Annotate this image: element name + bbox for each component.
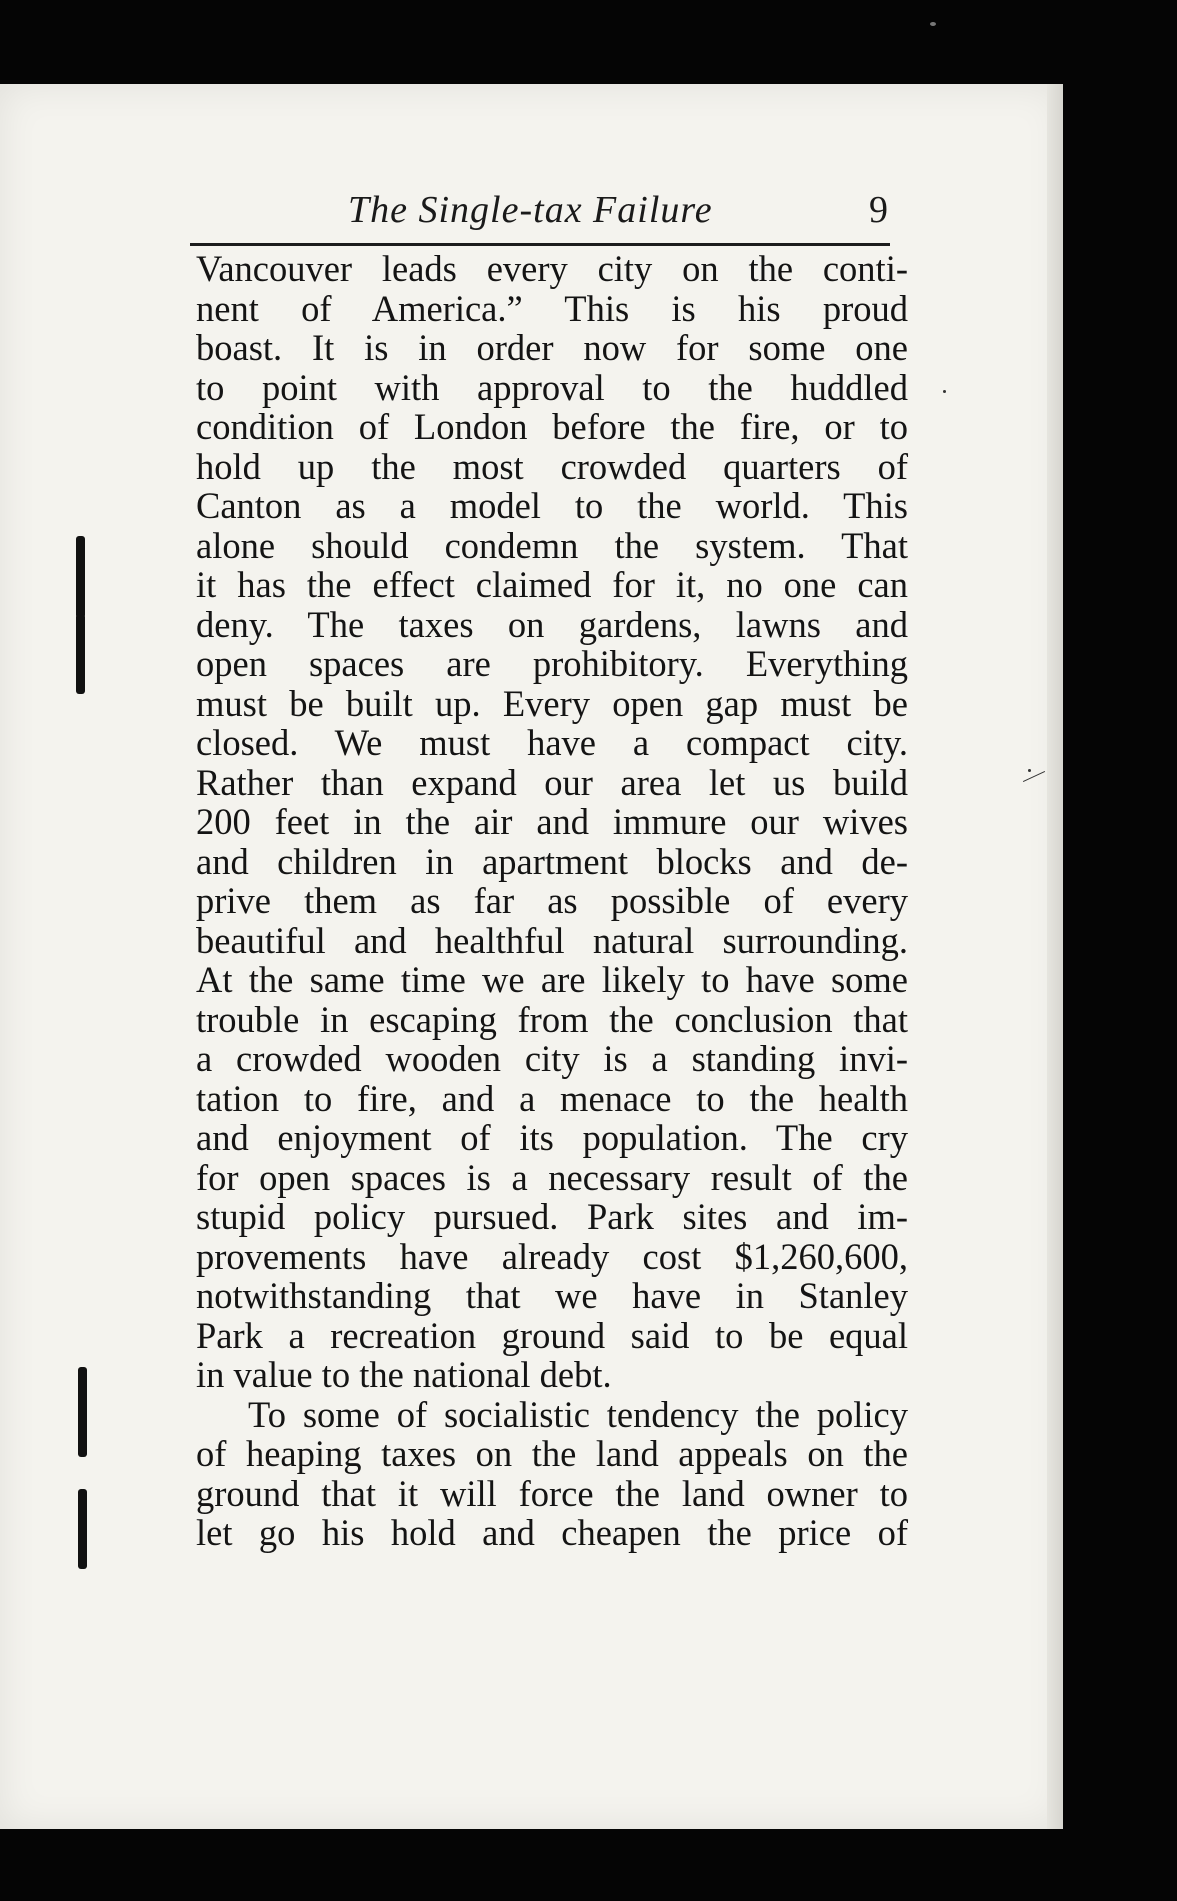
text-line: must be built up. Every open gap must be (196, 682, 908, 724)
text-line: tation to fire, and a menace to the health (196, 1077, 908, 1119)
binding-mark (76, 536, 85, 618)
page-number: 9 (869, 189, 888, 231)
text-line: open spaces are prohibitory. Everything (196, 643, 908, 684)
text-line: to point with approval to the huddled (196, 366, 908, 408)
text-line: and children in apartment blocks and de- (196, 840, 908, 882)
text-line: for open spaces is a necessary result of the (196, 1156, 908, 1198)
text-line: Rather than expand our area let us build (196, 761, 908, 803)
body-text (196, 249, 908, 1553)
text-line: nent of America.” This is his proud (196, 287, 908, 329)
paper-mark (1023, 771, 1045, 782)
text-line: hold up the most crowded quarters of (196, 445, 908, 487)
paper-speck (943, 390, 946, 393)
running-head (190, 188, 890, 238)
text-line: Canton as a model to the world. This (196, 485, 908, 526)
text-line: boast. It is in order now for some one (196, 327, 908, 368)
text-line: beautiful and healthful natural surrounding. (196, 919, 908, 961)
text-line: condition of London before the fire, or to (196, 406, 908, 447)
text-line: notwithstanding that we have in Stanley (196, 1275, 908, 1316)
paragraph-start-line: To some of socialistic tendency the policy (248, 1393, 908, 1435)
text-line: At the same time we are likely to have some (196, 959, 908, 1000)
book-page (0, 84, 1063, 1829)
text-line: Vancouver leads every city on the conti- (196, 248, 908, 289)
running-title: The Single-tax Failure (348, 189, 713, 231)
scan-speck (930, 22, 936, 26)
text-line: deny. The taxes on gardens, lawns and (196, 603, 908, 645)
text-line: and enjoyment of its population. The cry (196, 1117, 908, 1158)
text-line: 200 feet in the air and immure our wives (196, 801, 908, 842)
text-line: trouble in escaping from the conclusion that (196, 998, 908, 1040)
text-line: closed. We must have a compact city. (196, 722, 908, 763)
text-line: it has the effect claimed for it, no one can (196, 564, 908, 605)
text-line: a crowded wooden city is a standing invi- (196, 1038, 908, 1079)
text-line: let go his hold and cheapen the price of (196, 1512, 908, 1553)
text-line: stupid policy pursued. Park sites and im- (196, 1196, 908, 1237)
paragraph-end-line: in value to the national debt. (196, 1354, 612, 1395)
binding-mark (78, 1489, 87, 1569)
binding-mark (78, 1367, 87, 1457)
header-rule (190, 243, 890, 246)
page-edge (1047, 84, 1063, 1829)
text-line: provements have already cost $1,260,600, (196, 1235, 908, 1277)
text-line: of heaping taxes on the land appeals on the (196, 1433, 908, 1474)
binding-mark (76, 614, 85, 694)
text-line: ground that it will force the land owner to (196, 1472, 908, 1514)
text-line: prive them as far as possible of every (196, 880, 908, 921)
paper-speck (1028, 769, 1031, 772)
text-line: alone should condemn the system. That (196, 524, 908, 566)
text-line: Park a recreation ground said to be equal (196, 1314, 908, 1356)
